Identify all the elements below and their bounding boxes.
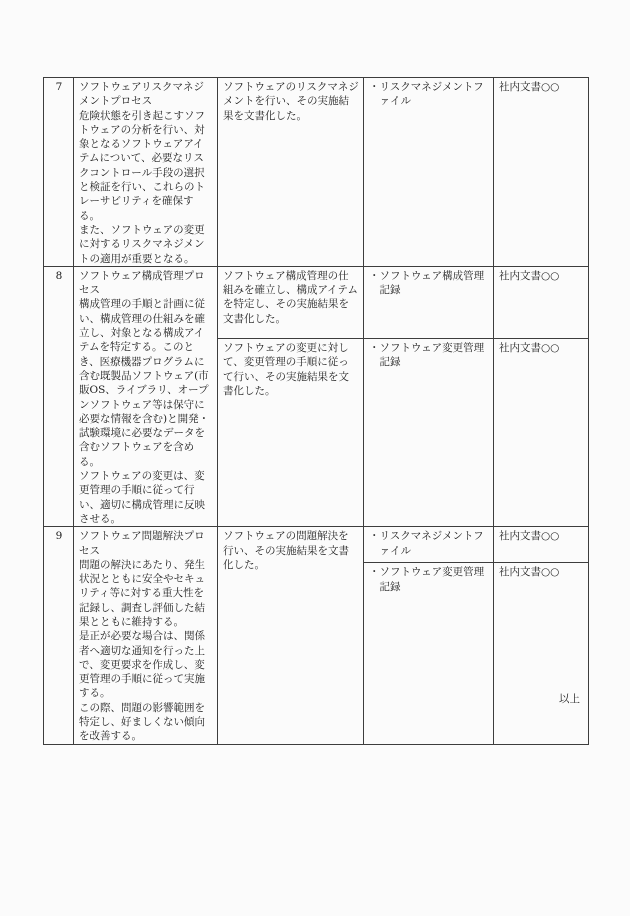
internal-doc-ref: 社内文書○○ [499,566,560,579]
table-row-9a [44,527,589,563]
implementation-text: ソフトウェア構成管理の仕組みを確立し、構成アイテムを特定し、その実施結果を文書化した。 [223,269,359,325]
document-name-cell [364,527,494,563]
process-paragraph: 構成管理の手順と計画に従い、構成管理の仕組みを確立し、対象となる構成アイテムを特定する。このとき、医療機器プログラムに含む既製品ソフトウェア(市販OS、ライブラリ、オープンソフトウェア等は保守に必要な情報を含む)と開発・試験環境に必要なデータを含むソフトウェアを含める。 [79,298,210,468]
process-title: ソフトウェア構成管理プロセス [79,269,205,297]
document-name-cell [364,563,494,744]
row-number-cell [44,527,74,744]
implementation-text: ソフトウェアの問題解決を行い、その実施結果を文書化した。 [223,530,349,571]
process-title: ソフトウェア問題解決プロセス [79,530,205,557]
internal-doc-ref: 社内文書○○ [499,269,560,282]
internal-doc-cell [494,339,589,527]
process-title: ソフトウェアリスクマネジメントプロセス [79,81,204,108]
implementation-cell [218,266,364,338]
process-paragraph: ソフトウェアの変更は、変更管理の手順に従って行い、適切に構成管理に反映させる。 [79,470,205,525]
implementation-cell [218,339,364,527]
row-number-cell [44,78,74,267]
internal-doc-cell [494,78,589,267]
process-cell [74,266,218,526]
row-number: 7 [55,81,63,93]
process-table [43,77,589,745]
table-row-8a [44,266,589,338]
implementation-text: ソフトウェアの変更に対して、変更管理の手順に従って行い、その実施結果を文書化した。 [223,342,349,397]
process-paragraph: 問題の解決にあたり、発生状況とともに安全やセキュリティ等に対する重大性を記録し、調査し評価した結果とともに維持する。 [79,558,205,628]
document-name: ・ソフトウェア変更管理記録 [369,342,485,369]
document-name: ・リスクマネジメントファイル [369,81,484,108]
document-name-cell [364,339,494,527]
implementation-text: ソフトウェアのリスクマネジメントを行い、その実施結果を文書化した。 [223,81,359,122]
document-name: ・ソフトウェア変更管理記録 [369,566,485,593]
process-paragraph: この際、問題の影響範囲を特定し、好ましくない傾向を改善する。 [79,701,205,743]
internal-doc-ref: 社内文書○○ [499,342,560,354]
table-row-7 [44,78,589,267]
internal-doc-ref: 社内文書○○ [499,81,560,93]
row-number-cell [44,266,74,526]
internal-doc-cell [494,266,589,338]
row-number: 8 [55,269,63,282]
internal-doc-cell [494,563,589,744]
document-name-cell [364,78,494,267]
document-name: ・リスクマネジメントファイル [369,530,484,557]
document-name-cell [364,266,494,338]
process-paragraph: 危険状態を引き起こすソフトウェアの分析を行い、対象となるソフトウェアアイテムについて、必要なリスクコントロール手段の選択と検証を行い、これらのトレーサビリティを確保する。 [79,109,205,222]
closing-mark: 以上 [559,693,580,705]
process-paragraph: 是正が必要な場合は、関係者へ適切な通知を行った上で、変更要求を作成し、変更管理の手順に従って実施する。 [79,630,205,700]
internal-doc-ref: 社内文書○○ [499,530,560,543]
implementation-cell [218,78,364,267]
internal-doc-cell [494,527,589,563]
document-name: ・ソフトウェア構成管理記録 [369,269,485,297]
implementation-cell [218,527,364,744]
process-cell [74,78,218,267]
process-cell [74,527,218,744]
row-number: 9 [55,530,63,543]
process-paragraph: また、ソフトウェアの変更に対するリスクマネジメントの適用が重要となる。 [79,223,205,265]
